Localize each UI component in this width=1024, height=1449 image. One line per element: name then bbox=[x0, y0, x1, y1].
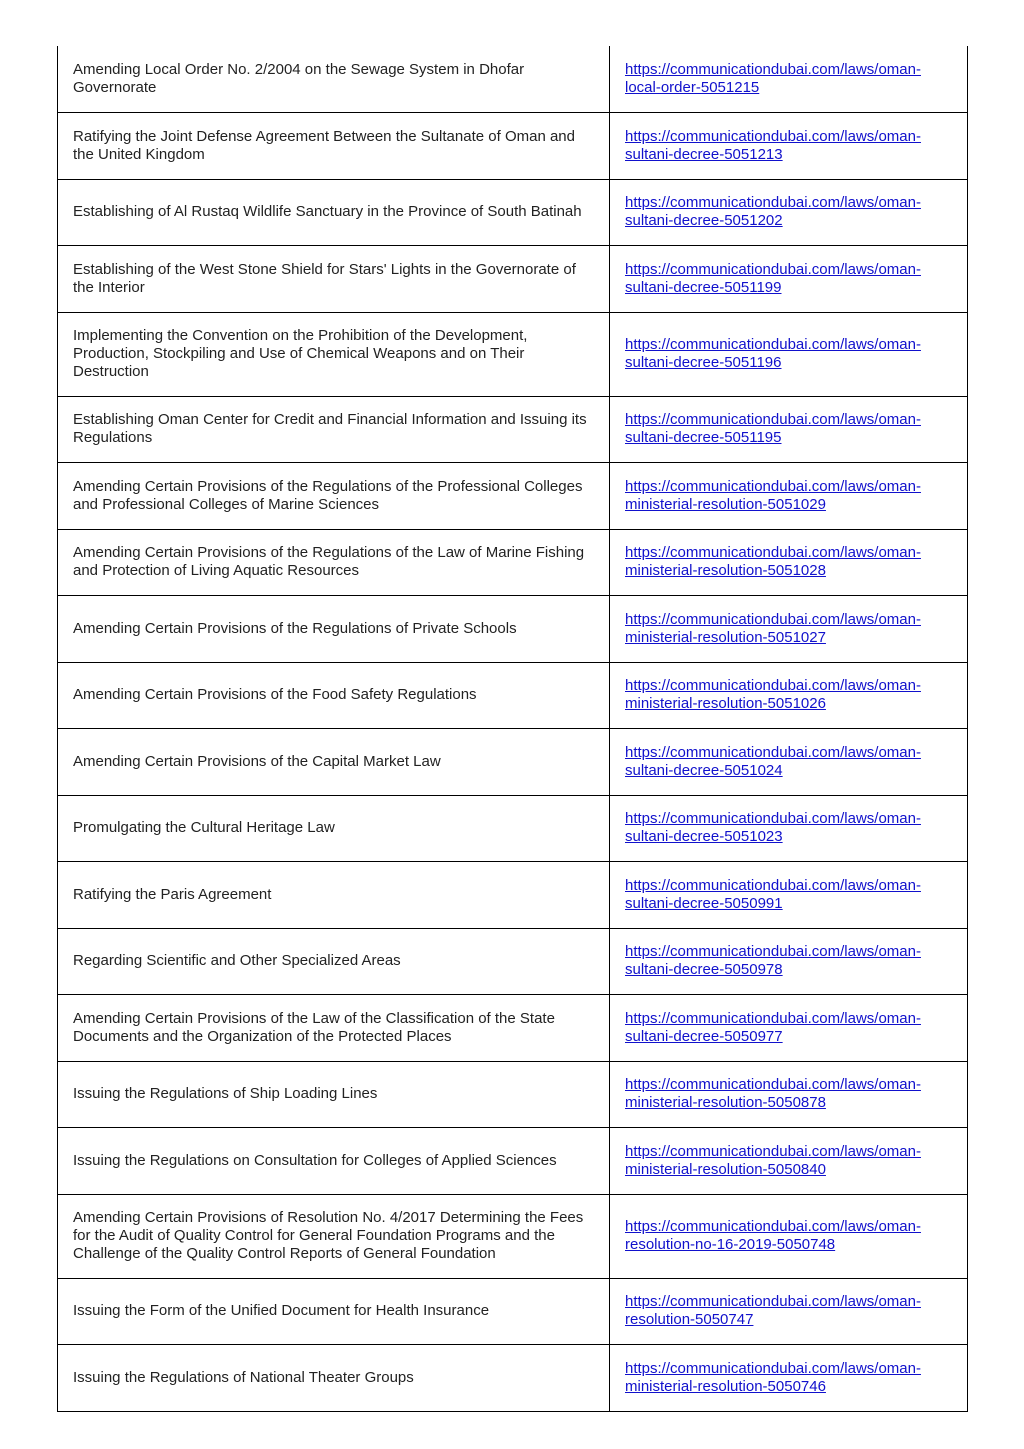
law-url-cell bbox=[610, 928, 968, 995]
law-title: Amending Certain Provisions of the Regulations of Private Schools bbox=[58, 596, 610, 663]
law-url-line: https://communicationdubai.com/laws/oman- bbox=[625, 61, 921, 78]
table-row bbox=[58, 396, 968, 463]
law-url-cell bbox=[610, 1194, 968, 1278]
law-url-line: sultani-decree-5051213 bbox=[625, 145, 783, 163]
law-url-link[interactable] bbox=[625, 1360, 955, 1396]
law-url-line: https://communicationdubai.com/laws/oman- bbox=[625, 544, 921, 562]
law-url-cell bbox=[610, 1345, 968, 1412]
law-title: Amending Certain Provisions of the Capital Market Law bbox=[58, 729, 610, 796]
law-url-line: https://communicationdubai.com/laws/oman- bbox=[625, 943, 921, 961]
law-title: Issuing the Form of the Unified Document for Health Insurance bbox=[58, 1278, 610, 1345]
law-url-link[interactable] bbox=[625, 1293, 955, 1329]
law-url-link[interactable] bbox=[625, 128, 955, 164]
law-url-link[interactable] bbox=[625, 478, 955, 514]
law-url-line: https://communicationdubai.com/laws/oman- bbox=[625, 1009, 921, 1027]
law-url-link[interactable] bbox=[625, 877, 955, 913]
law-title: Promulgating the Cultural Heritage Law bbox=[58, 795, 610, 862]
law-url-link[interactable] bbox=[625, 943, 955, 979]
law-url-line: https://communicationdubai.com/laws/oman- bbox=[625, 194, 921, 212]
law-url-link[interactable] bbox=[625, 611, 955, 647]
law-url-cell bbox=[610, 662, 968, 729]
law-title: Amending Certain Provisions of the Food Safety Regulations bbox=[58, 662, 610, 729]
law-title: Issuing the Regulations on Consultation for Colleges of Applied Sciences bbox=[58, 1128, 610, 1195]
law-url-line: https://communicationdubai.com/laws/oman- bbox=[625, 677, 921, 695]
law-title: Ratifying the Joint Defense Agreement Between the Sultanate of Oman and the United Kingdom bbox=[58, 113, 610, 180]
law-url-link[interactable] bbox=[625, 810, 955, 846]
table-row bbox=[58, 246, 968, 313]
law-url-line: sultani-decree-5050977 bbox=[625, 1027, 783, 1045]
table-row bbox=[58, 463, 968, 530]
law-title: Amending Local Order No. 2/2004 on the Sewage System in Dhofar Governorate bbox=[58, 46, 610, 113]
law-url-line: sultani-decree-5051202 bbox=[625, 212, 783, 230]
law-url-cell bbox=[610, 113, 968, 180]
law-url-line: ministerial-resolution-5050746 bbox=[625, 1377, 826, 1395]
law-url-line: ministerial-resolution-5051029 bbox=[625, 495, 826, 513]
law-title: Amending Certain Provisions of the Regulations of the Law of Marine Fishing and Protection of Living Aquatic Resources bbox=[58, 529, 610, 596]
table-row bbox=[58, 312, 968, 396]
table-row bbox=[58, 862, 968, 929]
law-url-cell bbox=[610, 46, 968, 113]
table-row bbox=[58, 1128, 968, 1195]
laws-table bbox=[57, 46, 968, 1412]
law-url-line: https://communicationdubai.com/laws/oman- bbox=[625, 876, 921, 894]
law-url-link[interactable] bbox=[625, 336, 955, 372]
law-url-link[interactable] bbox=[625, 1218, 955, 1254]
law-url-line: https://communicationdubai.com/laws/oman- bbox=[625, 1218, 921, 1235]
table-row bbox=[58, 1345, 968, 1412]
law-title: Ratifying the Paris Agreement bbox=[58, 862, 610, 929]
law-url-line: https://communicationdubai.com/laws/oman- bbox=[625, 1293, 921, 1311]
law-url-line: https://communicationdubai.com/laws/oman- bbox=[625, 1142, 921, 1160]
law-url-link[interactable] bbox=[625, 1143, 955, 1179]
law-url-line: sultani-decree-5051196 bbox=[625, 354, 782, 371]
law-url-link[interactable] bbox=[625, 677, 955, 713]
law-url-link[interactable] bbox=[625, 261, 955, 297]
law-url-cell bbox=[610, 463, 968, 530]
law-title: Implementing the Convention on the Prohibition of the Development, Production, Stockpiling and Use of Chemical Weapons and on Their Destruction bbox=[58, 312, 610, 396]
table-row bbox=[58, 995, 968, 1062]
law-url-cell bbox=[610, 1061, 968, 1128]
law-url-line: resolution-no-16-2019-5050748 bbox=[625, 1236, 836, 1253]
law-url-line: https://communicationdubai.com/laws/oman- bbox=[625, 1076, 921, 1094]
table-row bbox=[58, 1061, 968, 1128]
law-title: Establishing of Al Rustaq Wildlife Sanctuary in the Province of South Batinah bbox=[58, 179, 610, 246]
table-row bbox=[58, 46, 968, 113]
table-row bbox=[58, 179, 968, 246]
table-row bbox=[58, 795, 968, 862]
law-url-line: https://communicationdubai.com/laws/oman- bbox=[625, 810, 921, 828]
law-url-cell bbox=[610, 995, 968, 1062]
law-title: Amending Certain Provisions of the Law of the Classification of the State Documents and the Organization of the Protected Places bbox=[58, 995, 610, 1062]
law-url-cell bbox=[610, 529, 968, 596]
law-url-line: https://communicationdubai.com/laws/oman- bbox=[625, 411, 921, 429]
law-url-link[interactable] bbox=[625, 1076, 955, 1112]
table-row bbox=[58, 662, 968, 729]
law-url-link[interactable] bbox=[625, 544, 955, 580]
table-row bbox=[58, 928, 968, 995]
law-url-line: sultani-decree-5051023 bbox=[625, 828, 783, 846]
law-title: Amending Certain Provisions of the Regulations of the Professional Colleges and Professional Colleges of Marine Sciences bbox=[58, 463, 610, 530]
law-url-line: sultani-decree-5050978 bbox=[625, 961, 783, 979]
law-title: Establishing Oman Center for Credit and Financial Information and Issuing its Regulations bbox=[58, 396, 610, 463]
law-url-cell bbox=[610, 246, 968, 313]
law-url-line: sultani-decree-5051199 bbox=[625, 278, 782, 296]
law-url-cell bbox=[610, 596, 968, 663]
law-url-link[interactable] bbox=[625, 194, 955, 230]
law-url-line: sultani-decree-5051024 bbox=[625, 761, 783, 779]
law-url-link[interactable] bbox=[625, 744, 955, 780]
table-row bbox=[58, 1278, 968, 1345]
law-url-link[interactable] bbox=[625, 411, 955, 447]
law-url-cell bbox=[610, 729, 968, 796]
law-url-line: ministerial-resolution-5051028 bbox=[625, 562, 826, 580]
laws-table-body bbox=[58, 46, 968, 1411]
law-title: Regarding Scientific and Other Specialized Areas bbox=[58, 928, 610, 995]
law-url-link[interactable] bbox=[625, 1010, 955, 1046]
law-url-line: https://communicationdubai.com/laws/oman- bbox=[625, 610, 921, 628]
law-title: Establishing of the West Stone Shield for Stars' Lights in the Governorate of the Interior bbox=[58, 246, 610, 313]
law-title: Amending Certain Provisions of Resolution No. 4/2017 Determining the Fees for the Audit of Quality Control for General Foundation Programs and the Challenge of the Quality Control Reports of General Foundation bbox=[58, 1194, 610, 1278]
law-url-line: sultani-decree-5051195 bbox=[625, 429, 782, 447]
law-url-line: resolution-5050747 bbox=[625, 1311, 754, 1329]
law-url-link[interactable] bbox=[625, 61, 955, 97]
law-title: Issuing the Regulations of National Theater Groups bbox=[58, 1345, 610, 1412]
table-row bbox=[58, 596, 968, 663]
law-url-cell bbox=[610, 396, 968, 463]
law-url-cell bbox=[610, 795, 968, 862]
table-row bbox=[58, 529, 968, 596]
law-url-line: https://communicationdubai.com/laws/oman- bbox=[625, 336, 921, 353]
law-url-cell bbox=[610, 1278, 968, 1345]
law-title: Issuing the Regulations of Ship Loading Lines bbox=[58, 1061, 610, 1128]
law-url-line: https://communicationdubai.com/laws/oman- bbox=[625, 743, 921, 761]
law-url-line: https://communicationdubai.com/laws/oman- bbox=[625, 127, 921, 145]
law-url-cell bbox=[610, 179, 968, 246]
law-url-line: https://communicationdubai.com/laws/oman- bbox=[625, 477, 921, 495]
law-url-line: https://communicationdubai.com/laws/oman- bbox=[625, 260, 921, 278]
law-url-line: local-order-5051215 bbox=[625, 79, 760, 96]
law-url-line: ministerial-resolution-5050840 bbox=[625, 1160, 826, 1178]
law-url-line: https://communicationdubai.com/laws/oman- bbox=[625, 1359, 921, 1377]
law-url-line: ministerial-resolution-5051026 bbox=[625, 695, 826, 713]
law-url-cell bbox=[610, 312, 968, 396]
law-url-line: ministerial-resolution-5050878 bbox=[625, 1094, 826, 1112]
law-url-cell bbox=[610, 1128, 968, 1195]
law-url-line: sultani-decree-5050991 bbox=[625, 894, 783, 912]
table-row bbox=[58, 729, 968, 796]
law-url-cell bbox=[610, 862, 968, 929]
law-url-line: ministerial-resolution-5051027 bbox=[625, 628, 826, 646]
table-row bbox=[58, 113, 968, 180]
table-row bbox=[58, 1194, 968, 1278]
